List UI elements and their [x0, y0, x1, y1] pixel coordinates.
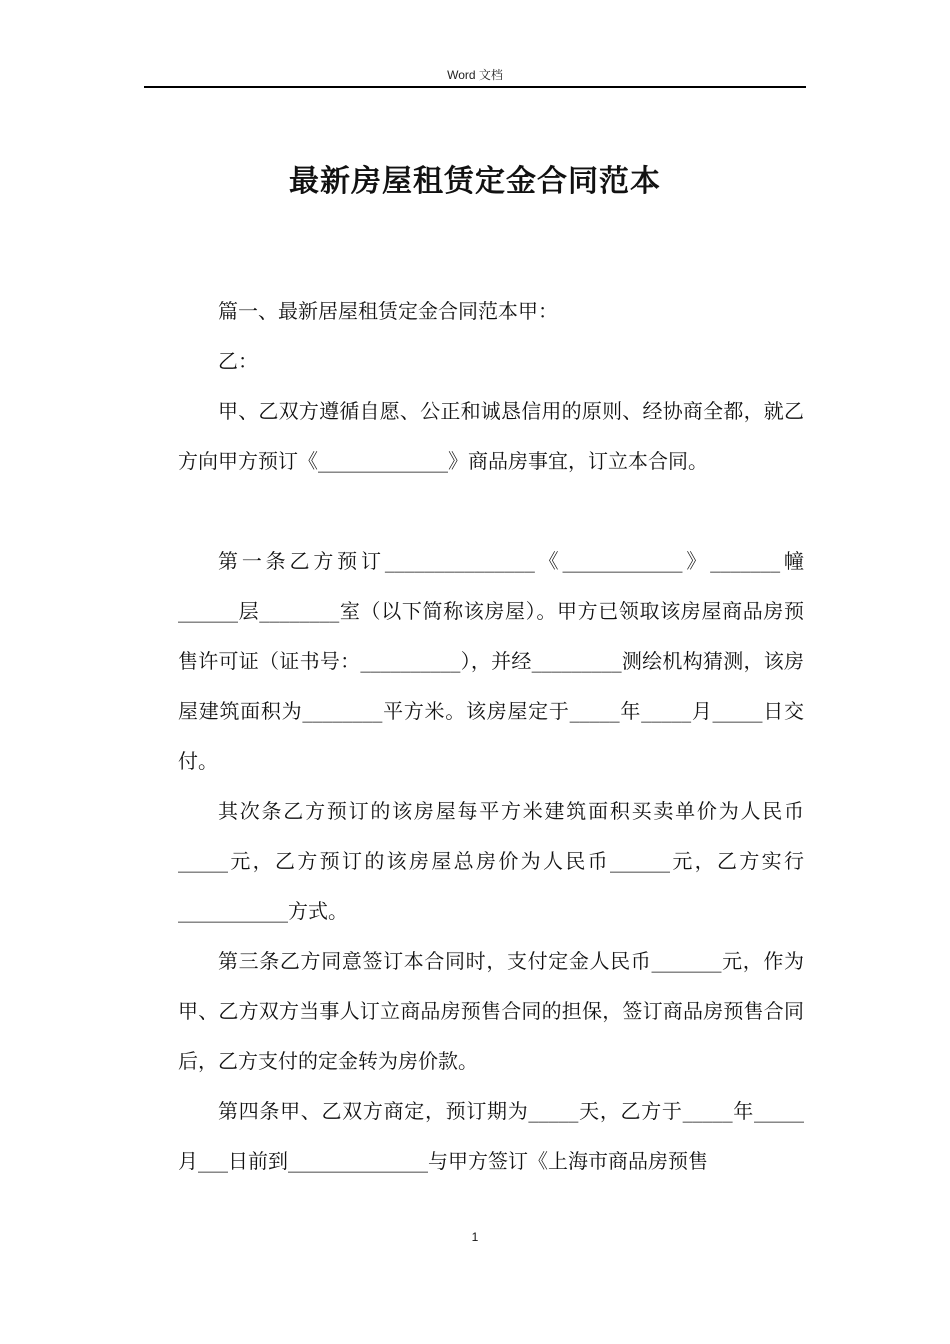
document-body	[178, 286, 804, 1186]
paragraph-article-3: 第三条乙方同意签订本合同时，支付定金人民币_______元，作为甲、乙方双方当事人订立商品房预售合同的担保，签订商品房预售合同后，乙方支付的定金转为房价款。	[178, 949, 804, 1073]
page-header: Word 文档	[447, 68, 503, 82]
header-divider	[144, 86, 806, 88]
paragraph-intro: 篇一、最新居屋租赁定金合同范本甲：	[218, 299, 558, 323]
paragraph-article-1: 第一条乙方预订_______________《____________》_______幢______层________室（以下简称该房屋）。甲方已领取该房屋商品房预售许可证（证书号：__________），并经_________测绘机构猜测，该房屋建筑面积为________平方米。该房屋定于_____年_____月_____日交付。	[178, 549, 804, 773]
paragraph-article-4: 第四条甲、乙双方商定，预订期为_____天，乙方于_____年_____月___日前到______________与甲方签订《上海市商品房预售	[178, 1099, 804, 1173]
paragraph-article-2: 其次条乙方预订的该房屋每平方米建筑面积买卖单价为人民币_____元，乙方预订的该房屋总房价为人民币______元，乙方实行___________方式。	[178, 799, 804, 923]
document-title: 最新房屋租赁定金合同范本	[289, 164, 661, 199]
paragraph-preamble: 甲、乙双方遵循自愿、公正和诚恳信用的原则、经协商全都，就乙方向甲方预订《_____________》商品房事宜，订立本合同。	[178, 399, 804, 473]
page-number: 1	[471, 1230, 479, 1244]
paragraph-party-b: 乙：	[218, 349, 258, 373]
